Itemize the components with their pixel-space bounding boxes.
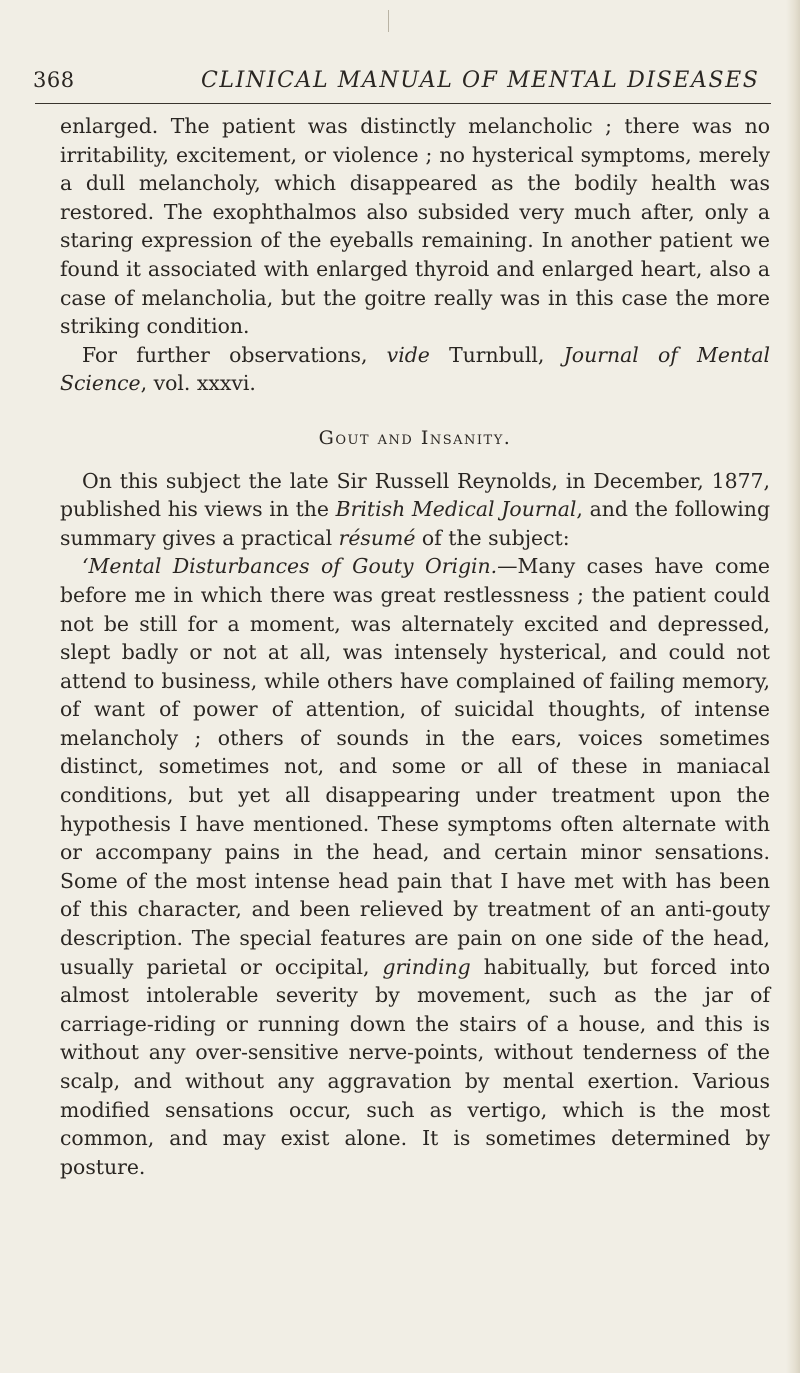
text-segment: , and the following summary gives a practical: [60, 497, 770, 550]
grinding-italic: grinding: [382, 954, 471, 979]
journal-title: Journal of Mental Science: [60, 342, 770, 396]
page-edge: [786, 0, 800, 1373]
resume-italic: résumé: [338, 525, 416, 550]
text-segment: —Many cases have come before me in which there was great restlessness ; the patient could not be still for a moment, was alternately excited and depressed, slept badly or not at all, was intensely hysterical, and could not attend to business, while others have complained of failing memory, of want of power of attention, of suicidal thoughts, of intense melancholy ; others of sounds in the ears, voices sometimes distinct, sometimes not, and some or all of these in maniacal conditions, but yet all disappearing under treatment upon the hypothesis I have mentioned. These symptoms often alternate with or accompany pains in the head, and certain minor sensations. Some of the most intense head pain that I have met with has been of this character, and been relieved by treatment of an anti-gouty description. The special features are pain on one side of the head, usually parietal or occipital,: [60, 554, 770, 979]
scan-mark: [388, 10, 389, 32]
text-segment: habitually, but forced into almost intolerable severity by movement, such as the jar of carriage-riding or running down the stairs of a house, and this is without any over-sensitive nerve-points, without tenderness of the scalp, and without any aggravation by mental exertion. Various modified sensations occur, such as vertigo, which is the most common, and may exist alone. It is sometimes determined by posture.: [60, 954, 770, 1179]
text-segment: On this subject the late Sir Russell Reynolds, in December, 1877, published his views in the: [60, 468, 770, 522]
body-text: [60, 112, 770, 1181]
page-number: 368: [33, 68, 75, 92]
paragraph-quotation: [60, 552, 770, 1181]
text-segment: , vol. xxxvi.: [140, 371, 256, 396]
running-title: CLINICAL MANUAL OF MENTAL DISEASES: [201, 68, 760, 93]
header-rule: [35, 103, 771, 104]
text-segment: For further observations,: [82, 342, 387, 367]
quote-title: ‘Mental Disturbances of Gouty Origin.: [82, 554, 498, 579]
paragraph-further-observations: [60, 341, 770, 398]
vide-italic: vide: [386, 342, 430, 367]
page-header: [33, 62, 771, 102]
paragraph-reynolds: [60, 467, 770, 553]
section-heading: Gout and Insanity.: [318, 426, 512, 449]
journal-title: British Medical Journal: [335, 497, 577, 522]
text-segment: of the subject:: [415, 525, 570, 550]
paragraph-continued: enlarged. The patient was distinctly melancholic ; there was no irritability, excitement, or violence ; no hysterical symptoms, merely a dull melancholy, which disappeared as the bodily health was restored. The exophthalmos also subsided very much after, only a staring expression of the eyeballs remaining. In another patient we found it associated with enlarged thyroid and enlarged heart, also a case of melancholia, but the goitre really was in this case the more striking condition.: [60, 114, 770, 339]
text-segment: Turnbull,: [429, 342, 564, 367]
